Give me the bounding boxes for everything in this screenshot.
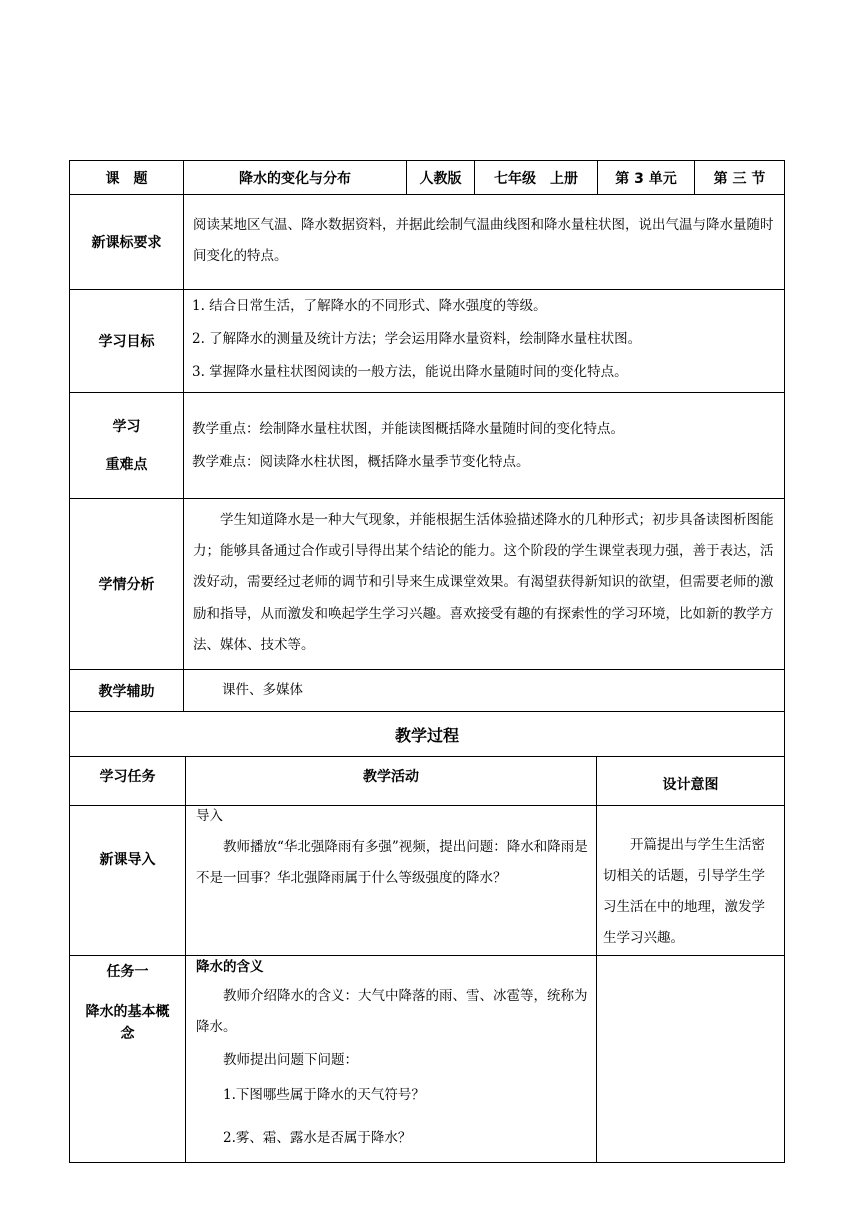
task1-label: [70, 958, 185, 1045]
analysis-text: 学生知道降水是一种大气现象，并能根据生活体验描述降水的几种形式；初步具备读图析图能力；能够具备通过合作或引导得出某个结论的能力。这个阶段的学生课堂表现力强，善于表达，活泼好动，需要经过老师的调节和引导来生成课堂效果。有渴望获得新知识的欲望，但需要老师的激励和指导，从而激发和唤起学生学习兴趣。喜欢接受有趣的有探索性的学习环境，比如新的教学方法、媒体、技术等。: [193, 512, 774, 653]
key-points-label: [70, 393, 183, 498]
objective-item: 3. 掌握降水量柱状图阅读的一般方法，能说出降水量随时间的变化特点。: [192, 364, 628, 380]
aids-label: 教学辅助: [98, 683, 155, 700]
task1-definition: 教师介绍降水的含义：大气中降落的雨、雪、冰雹等，统称为降水。: [196, 988, 588, 1035]
column-header-activity: 教学活动: [363, 769, 419, 785]
lesson-title: 降水的变化与分布: [239, 170, 351, 187]
task1-activity: [186, 956, 596, 1154]
task1-heading: 降水的含义: [196, 959, 264, 975]
task1-prompt: 教师提出问题下问题：: [223, 1052, 358, 1068]
intro-intent: 开篇提出与学生生活密切相关的话题，引导学生学习生活在中的地理，激发学生学习兴趣。: [603, 837, 765, 946]
key-points-text: [184, 413, 784, 479]
table-border: [596, 756, 597, 1163]
table-border: [69, 1162, 785, 1163]
key-points-label-line2: 重难点: [105, 456, 148, 473]
grade: 七年级 上册: [494, 170, 578, 187]
curriculum-label: 新课标要求: [91, 235, 162, 251]
objective-item: 1. 结合日常生活，了解降水的不同形式、降水强度的等级。: [192, 298, 547, 314]
intro-text: 教师播放“华北强降雨有多强”视频，提出问题：降水和降雨是不是一回事？华北强降雨属于什么等级强度的降水？: [196, 839, 588, 886]
objectives-list: [184, 290, 784, 389]
curriculum-text: 阅读某地区气温、降水数据资料，并据此绘制气温曲线图和降水量柱状图，说出气温与降水量随时间变化的特点。: [193, 217, 774, 264]
column-header-intent: 设计意图: [662, 777, 719, 793]
task1-label-line2: 降水的基本概念: [85, 1004, 170, 1042]
column-header-task: 学习任务: [99, 769, 156, 785]
publisher: 人教版: [419, 170, 462, 187]
intro-label: 新课导入: [99, 852, 156, 868]
unit: 第 3 单元: [615, 170, 677, 187]
task1-question-2: 2.雾、霜、露水是否属于降水？: [223, 1130, 412, 1146]
analysis-label: 学情分析: [98, 577, 155, 593]
objective-item: 2. 了解降水的测量及统计方法；学会运用降水量资料，绘制降水量柱状图。: [192, 331, 642, 347]
key-points-label-line1: 学习: [112, 418, 141, 435]
table-border: [784, 160, 785, 1163]
intro-heading: 导入: [196, 808, 223, 824]
teaching-difficulty: 教学难点：阅读降水柱状图，概括降水量季节变化特点。: [192, 454, 530, 470]
section: 第 三 节: [713, 170, 766, 187]
subject-label: 课 题: [105, 170, 148, 187]
task1-question-1: 1.下图哪些属于降水的天气符号？: [223, 1087, 425, 1103]
teaching-focus: 教学重点：绘制降水量柱状图，并能读图概括降水量随时间的变化特点。: [192, 421, 624, 437]
aids-text: 课件、多媒体: [222, 682, 303, 698]
process-title: 教学过程: [394, 725, 459, 745]
intro-activity: [186, 806, 596, 894]
task1-label-line1: 任务一: [106, 964, 149, 980]
objectives-label: 学习目标: [98, 334, 155, 350]
